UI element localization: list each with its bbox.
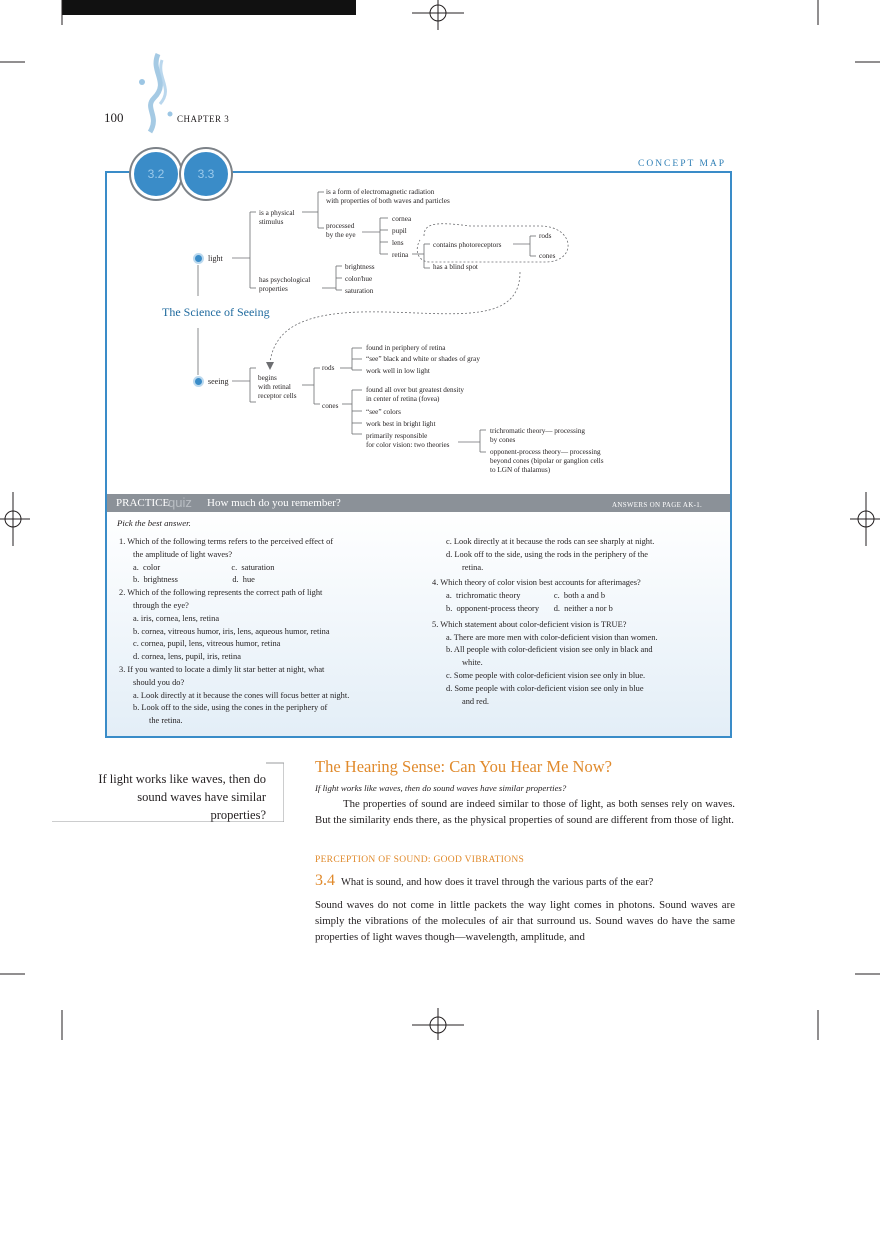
module-badge-3-3: 3.3 xyxy=(181,149,231,199)
physical-stimulus-node: is a physical stimulus xyxy=(259,209,295,226)
page-number: 100 xyxy=(104,110,124,125)
quiz-line: 4. Which theory of color vision best accounts for afterimages? xyxy=(432,578,641,588)
body-paragraph-2: Sound waves do not come in little packets the way light comes in photons. Sound waves are simply the vibrations of the molecules of air that surround us. Sound waves do have the same properties of light waves though—wavelength, amplitude, and xyxy=(315,899,735,943)
rods-leaf: rods xyxy=(539,232,552,240)
body-paragraph-1: The properties of sound are indeed similar to those of light, as both senses rely on waves. But the similarity ends there, as the physical properties of sound are different from those of light. xyxy=(315,798,735,826)
cones-fact-1: found all over but greatest density in center of retina (fovea) xyxy=(366,386,465,403)
eye-part-cornea: cornea xyxy=(392,215,412,223)
quiz-line: should you do? xyxy=(133,677,185,687)
quiz-line: c. cornea, pupil, lens, vitreous humor, retina xyxy=(133,639,281,649)
rods-fact-1: found in periphery of retina xyxy=(366,344,446,352)
cones-fact-3: work best in bright light xyxy=(366,420,436,428)
seeing-node-dot xyxy=(193,376,204,387)
blind-spot-node: has a blind spot xyxy=(433,263,478,271)
concept-map-label: CONCEPT MAP xyxy=(638,159,727,169)
cones-fact-4: primarily responsible for color vision: two theories xyxy=(366,432,450,449)
section-question: What is sound, and how does it travel through the various parts of the ear? xyxy=(341,877,654,888)
eye-part-retina: retina xyxy=(392,251,409,259)
lead-question: If light works like waves, then do sound waves have similar properties? xyxy=(315,783,567,793)
cones-fact-2: “see” colors xyxy=(366,408,401,416)
quiz-line: 5. Which statement about color-deficient vision is TRUE? xyxy=(432,619,627,629)
quiz-line: the amplitude of light waves? xyxy=(133,549,233,559)
quiz-line: b. opponent-process theory d. neither a nor b xyxy=(446,603,613,613)
quiz-line: 1. Which of the following terms refers to the perceived effect of xyxy=(119,537,334,546)
trichromatic-theory-node: trichromatic theory— processing by cones xyxy=(490,427,586,444)
quiz-line: a. iris, cornea, lens, retina xyxy=(133,613,220,623)
practice-prompt: How much do you remember? xyxy=(207,497,341,509)
quiz-left-column xyxy=(119,536,419,728)
quiz-line: b. All people with color-deficient vision see only in black and xyxy=(446,645,653,655)
psych-color-hue: color/hue xyxy=(345,275,373,283)
psych-brightness: brightness xyxy=(345,263,375,271)
chapter-label: CHAPTER 3 xyxy=(177,114,230,124)
quiz-line: a. Look directly at it because the cones will focus better at night. xyxy=(133,690,350,700)
quiz-line: white. xyxy=(462,658,483,668)
rods-fact-2: “see” black and white or shades of gray xyxy=(366,355,480,363)
begins-node: begins with retinal receptor cells xyxy=(258,374,297,400)
psychological-properties-node: has psychological properties xyxy=(259,276,311,293)
section-number: 3.4 xyxy=(315,872,335,889)
quiz-line: a. There are more men with color-deficient vision than women. xyxy=(446,632,658,642)
quiz-line: a. color c. saturation xyxy=(133,562,275,572)
eye-part-pupil: pupil xyxy=(392,227,407,235)
quiz-line: a. trichromatic theory c. both a and b xyxy=(446,591,606,601)
quiz-line: c. Some people with color-deficient vision see only in blue. xyxy=(446,670,646,680)
section-heading: The Hearing Sense: Can You Hear Me Now? xyxy=(315,757,612,776)
light-node: light xyxy=(208,254,223,263)
pull-quote: If light works like waves, then do sound waves have similar properties? xyxy=(98,772,266,822)
quiz-instruction: Pick the best answer. xyxy=(117,518,191,528)
practice-label: PRACTICE xyxy=(116,497,170,509)
quiz-line: d. Some people with color-deficient vision see only in blue xyxy=(446,683,644,693)
rods-fact-3: work well in low light xyxy=(366,367,430,375)
photoreceptors-node: contains photoreceptors xyxy=(433,241,502,249)
quiz-label: quiz xyxy=(168,495,192,510)
opponent-process-node: opponent-process theory— processing beyond cones (bipolar or ganglion cells to LGN of thalamus) xyxy=(490,448,604,474)
quiz-line: d. cornea, lens, pupil, iris, retina xyxy=(133,652,241,662)
eye-part-lens: lens xyxy=(392,239,404,247)
quiz-line: through the eye? xyxy=(133,600,189,610)
electromagnetic-node: is a form of electromagnetic radiation with properties of both waves and particles xyxy=(326,188,450,205)
quiz-line: 2. Which of the following represents the correct path of light xyxy=(119,588,323,598)
quiz-line: c. Look directly at it because the rods can see sharply at night. xyxy=(446,537,655,546)
quiz-line: b. cornea, vitreous humor, iris, lens, aqueous humor, retina xyxy=(133,626,330,636)
quiz-line: retina. xyxy=(462,562,484,572)
quiz-right-column xyxy=(432,536,727,708)
quiz-line: and red. xyxy=(462,696,489,706)
quiz-line: b. Look off to the side, using the cones in the periphery of xyxy=(133,703,328,713)
cones-leaf: cones xyxy=(539,252,556,260)
psych-saturation: saturation xyxy=(345,287,374,295)
quiz-line: the retina. xyxy=(149,716,183,726)
quiz-line: 3. If you wanted to locate a dimly lit star better at night, what xyxy=(119,664,325,674)
quiz-line: b. brightness d. hue xyxy=(133,575,255,585)
quiz-line: d. Look off to the side, using the rods in the periphery of the xyxy=(446,549,648,559)
subheading: PERCEPTION OF SOUND: GOOD VIBRATIONS xyxy=(315,855,525,865)
cones-node: cones xyxy=(322,402,339,410)
light-node-dot xyxy=(193,253,204,264)
concept-map-title: The Science of Seeing xyxy=(162,305,270,319)
answers-reference: ANSWERS ON PAGE AK-1. xyxy=(612,501,703,509)
module-badge-3-2: 3.2 xyxy=(131,149,181,199)
rods-node: rods xyxy=(322,364,335,372)
processed-by-eye-node: processed by the eye xyxy=(326,222,356,239)
seeing-node: seeing xyxy=(208,377,229,386)
